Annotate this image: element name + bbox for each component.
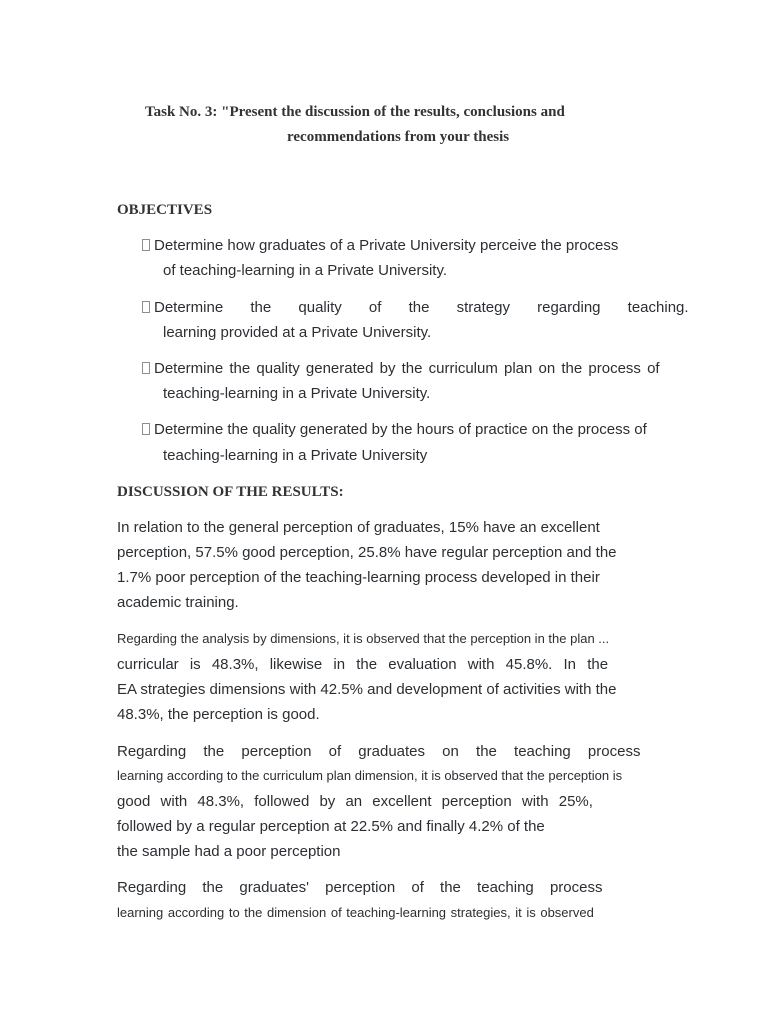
bullet-icon [142, 239, 150, 251]
p4-line2: learning according to the dimension of teaching-learning strategies, it is observed [117, 905, 594, 920]
objective-1-line2: of teaching-learning in a Private University. [163, 262, 448, 279]
p3-line4: followed by a regular perception at 22.5% and finally 4.2% of the [117, 818, 545, 835]
p3-line5: the sample had a poor perception [117, 843, 341, 860]
p3-line1: Regarding the perception of graduates on the teaching process [117, 743, 641, 760]
task-title-line1: Task No. 3: "Present the discussion of the results, conclusions and [145, 104, 565, 120]
objective-item-1 [142, 237, 618, 254]
objective-4-line2: teaching-learning in a Private University [163, 447, 428, 464]
objective-3-line2: teaching-learning in a Private University. [163, 385, 431, 402]
objective-item-2 [142, 299, 689, 316]
bullet-icon [142, 362, 150, 374]
objective-item-3 [142, 360, 660, 377]
objective-4-line1: Determine the quality generated by the hours of practice on the process of [154, 421, 647, 438]
objective-1-line1: Determine how graduates of a Private University perceive the process [154, 237, 619, 254]
objective-3-line1: Determine the quality generated by the curriculum plan on the process of [154, 360, 660, 377]
p1-line4: academic training. [117, 594, 239, 611]
objective-item-4 [142, 421, 647, 438]
p3-line3: good with 48.3%, followed by an excellent perception with 25%, [117, 793, 593, 810]
p4-line1: Regarding the graduates' perception of the teaching process [117, 879, 603, 896]
objectives-heading: OBJECTIVES [117, 202, 213, 218]
p3-line2: learning according to the curriculum plan dimension, it is observed that the perception is [117, 768, 623, 783]
task-title-line2: recommendations from your thesis [287, 129, 510, 145]
bullet-icon [142, 423, 150, 435]
p2-line1: Regarding the analysis by dimensions, it is observed that the perception in the plan ... [117, 631, 610, 646]
objective-2-line1: Determine the quality of the strategy regarding teaching. [154, 299, 689, 316]
p2-line2: curricular is 48.3%, likewise in the evaluation with 45.8%. In the [117, 656, 609, 673]
discussion-heading: DISCUSSION OF THE RESULTS: [117, 484, 344, 500]
p2-line3: EA strategies dimensions with 42.5% and development of activities with the [117, 681, 617, 698]
objective-2-line2: learning provided at a Private University. [163, 324, 432, 341]
bullet-icon [142, 301, 150, 313]
p1-line2: perception, 57.5% good perception, 25.8% have regular perception and the [117, 544, 617, 561]
p2-line4: 48.3%, the perception is good. [117, 706, 320, 723]
p1-line1: In relation to the general perception of graduates, 15% have an excellent [117, 519, 600, 536]
p1-line3: 1.7% poor perception of the teaching-learning process developed in their [117, 569, 600, 586]
